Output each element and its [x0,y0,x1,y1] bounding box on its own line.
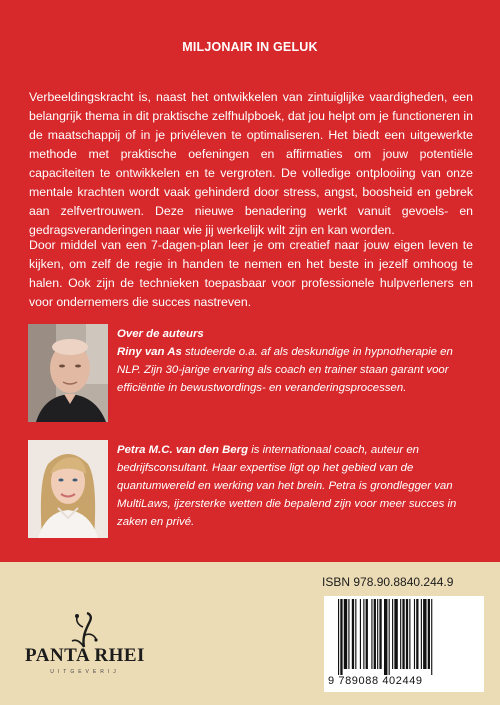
barcode-digits: 9 789088 402449 [328,675,423,687]
authors-heading: Over de auteurs [117,328,204,340]
blurb-paragraph-2: Door middel van een 7-dagen-plan leer je om creatief naar jouw eigen leven te kijken, om zelf de regie in handen te nemen en het beste in jezelf omhoog te halen. Ook zijn de technieken toepasbaar voor professionele hulpverleners en voor ondernemers die succes nastreven. [29,238,473,309]
book-title: MILJONAIR IN GELUK [182,40,318,54]
author-bio-text-petra: is internationaal coach, auteur en bedrijfsconsultant. Haar expertise ligt op het gebied van de quantumwereld en werking van het brein. Petra is grondlegger van MultiLaws, ijzersterke wetten die bepalend zijn voor meer succes in zaken en privé. [117,444,457,528]
barcode [324,596,484,692]
author-bio-riny [117,325,475,397]
publisher-name: PANTA RHEI [25,645,145,666]
author-bio-petra [117,441,475,531]
isbn-label: ISBN 978.90.8840.244.9 [322,575,454,589]
footer-band [0,562,500,705]
author-name-petra: Petra M.C. van den Berg [117,444,249,456]
ean-13-barcode-icon [336,599,472,675]
author-photo-petra [28,440,108,538]
author-photo-riny [28,324,108,422]
author-bio-text-riny: studeerde o.a. af als deskundige in hypnotherapie en NLP. Zijn 30-jarige ervaring als coach en trainer staan garant voor efficiëntie in bewustwordings- en veranderingsprocessen. [117,346,453,394]
blurb-paragraph-1: Verbeeldingskracht is, naast het ontwikkelen van zintuiglijke vaardigheden, een belangrijk thema in dit praktische zelfhulpboek, dat jou helpt om je functioneren in de maatschappij of in je privéleven te optimaliseren. Het biedt een uitgewerkte methode met praktische oefeningen en affirmaties om jouw potentiële capaciteiten te ontwikkelen en te vergroten. De volledige ontplooiing van onze mentale krachten wordt vaak gehinderd door stress, angst, boosheid en gebrek aan zelfvertrouwen. Deze nieuwe benadering werkt vanuit gevoels- en gedragsveranderingen naar wie jij werkelijk wilt zijn en kan worden. [29,90,473,237]
author-name-riny: Riny van As [117,346,182,358]
publisher-subtitle: UITGEVERIJ [50,669,120,675]
publisher-logo [20,611,150,691]
